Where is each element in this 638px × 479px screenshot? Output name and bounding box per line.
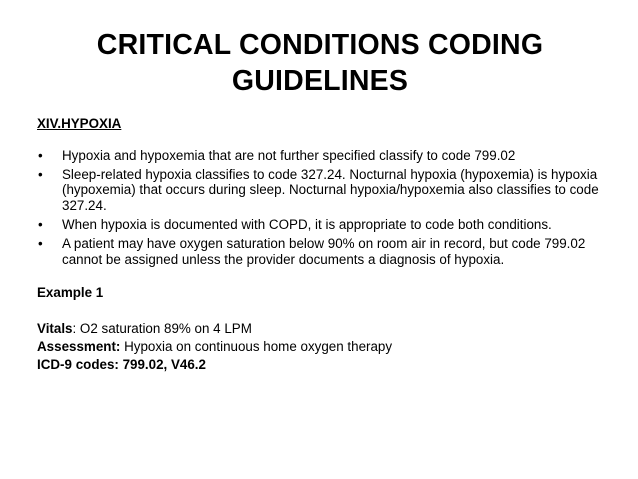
bullet-item — [37, 167, 617, 214]
example-details — [37, 321, 617, 372]
vitals-value: : O2 saturation 89% on 4 LPM — [72, 321, 252, 337]
vitals-line — [37, 321, 617, 337]
codes-text: ICD-9 codes: 799.02, V46.2 — [37, 356, 206, 372]
bullet-text: When hypoxia is documented with COPD, it is appropriate to code both conditions. — [62, 216, 552, 232]
bullet-item — [37, 148, 617, 164]
vitals-label: Vitals — [37, 321, 73, 337]
bullet-text: A patient may have oxygen saturation below 90% on room air in record, but code 799.02 cannot be assigned unless the provider documents a diagnosis of hypoxia. — [62, 235, 586, 267]
assessment-value: Hypoxia on continuous home oxygen therapy — [120, 338, 393, 354]
example-title: Example 1 — [37, 285, 104, 301]
bullet-list — [37, 148, 617, 268]
slide-body — [37, 116, 617, 375]
bullet-icon: • — [38, 147, 43, 163]
bullet-icon: • — [38, 235, 43, 251]
bullet-text: Hypoxia and hypoxemia that are not further specified classify to code 799.02 — [62, 147, 516, 163]
codes-line — [37, 357, 617, 373]
bullet-item — [37, 236, 617, 268]
slide-title: CRITICAL CONDITIONS CODING GUIDELINES — [96, 29, 544, 97]
assessment-label: Assessment: — [37, 338, 121, 354]
bullet-icon: • — [38, 216, 43, 232]
section-heading: XIV.HYPOXIA — [37, 116, 122, 131]
assessment-line — [37, 339, 617, 355]
bullet-icon: • — [38, 166, 43, 182]
bullet-text: Sleep-related hypoxia classifies to code 327.24. Nocturnal hypoxia (hypoxemia) is hypoxia (hypoxemia) that occurs during sleep. Nocturnal hypoxia/hypoxemia also classifies to code 327.24. — [62, 166, 599, 214]
bullet-item — [37, 217, 617, 233]
